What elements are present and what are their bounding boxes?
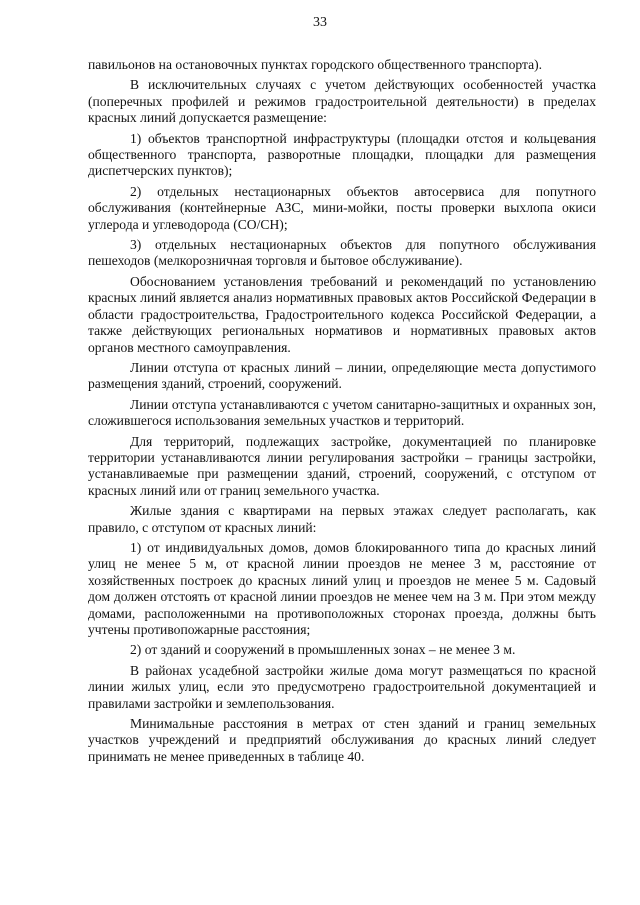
paragraph: Минимальные расстояния в метрах от стен зданий и границ земельных участков учреждений и предприятий обслуживания до красных линий следует принимать не менее приведенных в таблице 40. <box>88 716 596 764</box>
list-item: 2) отдельных нестационарных объектов автосервиса для попутного обслуживания (контейнерные АЗС, мини-мойки, посты проверки выхлопа окиси углерода и углеводорода (СО/СН); <box>88 183 596 232</box>
paragraph: В исключительных случаях с учетом действующих особенностей участка (поперечных профилей и режимов градостроительной деятельности) в пределах красных линий допускается размещение: <box>88 77 596 126</box>
paragraph: Жилые здания с квартирами на первых этажах следует располагать, как правило, с отступом от красных линий: <box>88 503 596 535</box>
paragraph: Обоснованием установления требований и рекомендаций по установлению красных линий является анализ нормативных правовых актов Российской Федерации в области градостроительства, Градостроительного кодекса Российской Федерации, а также действующих региональных нормативов и нормативных правовых актов органов местного самоуправления. <box>88 273 596 355</box>
paragraph: В районах усадебной застройки жилые дома могут размещаться по красной линии жилых улиц, если это предусмотрено градостроительной документацией и правилами застройки и землепользования. <box>88 662 596 711</box>
paragraph: Для территорий, подлежащих застройке, документацией по планировке территории устанавливаются линии регулирования застройки – границы застройки, устанавливаемые при размещении зданий, строений, сооружений, с отступом от красных линий или от границ земельного участка. <box>88 433 596 498</box>
list-item: 2) от зданий и сооружений в промышленных зонах – не менее 3 м. <box>130 642 516 658</box>
text-body <box>88 57 596 769</box>
page-number: 33 <box>313 15 327 30</box>
paragraph: павильонов на остановочных пунктах городского общественного транспорта). <box>88 57 543 72</box>
list-item: 3) отдельных нестационарных объектов для попутного обслуживания пешеходов (мелкорозничная торговля и бытовое обслуживание). <box>88 237 596 269</box>
paragraph: Линии отступа устанавливаются с учетом санитарно-защитных и охранных зон, сложившегося использования земельных участков и территорий. <box>88 396 596 429</box>
list-item: 1) от индивидуальных домов, домов блокированного типа до красных линий улиц не менее 5 м, от красной линии проездов не менее 3 м, расстояние от хозяйственных построек до красных линий улиц и проездов не менее 5 м. Садовый дом должен отстоять от красной линии проездов не менее чем на 3 м. При этом между домами, расположенными на противоположных сторонах проезда, должны быть учтены противопожарные расстояния; <box>88 539 596 637</box>
paragraph: Линии отступа от красных линий – линии, определяющие места допустимого размещения зданий, строений, сооружений. <box>88 359 596 392</box>
list-item: 1) объектов транспортной инфраструктуры (площадки отстоя и кольцевания общественного транспорта, разворотные площадки, площадки для размещения диспетчерских пунктов); <box>88 130 596 179</box>
